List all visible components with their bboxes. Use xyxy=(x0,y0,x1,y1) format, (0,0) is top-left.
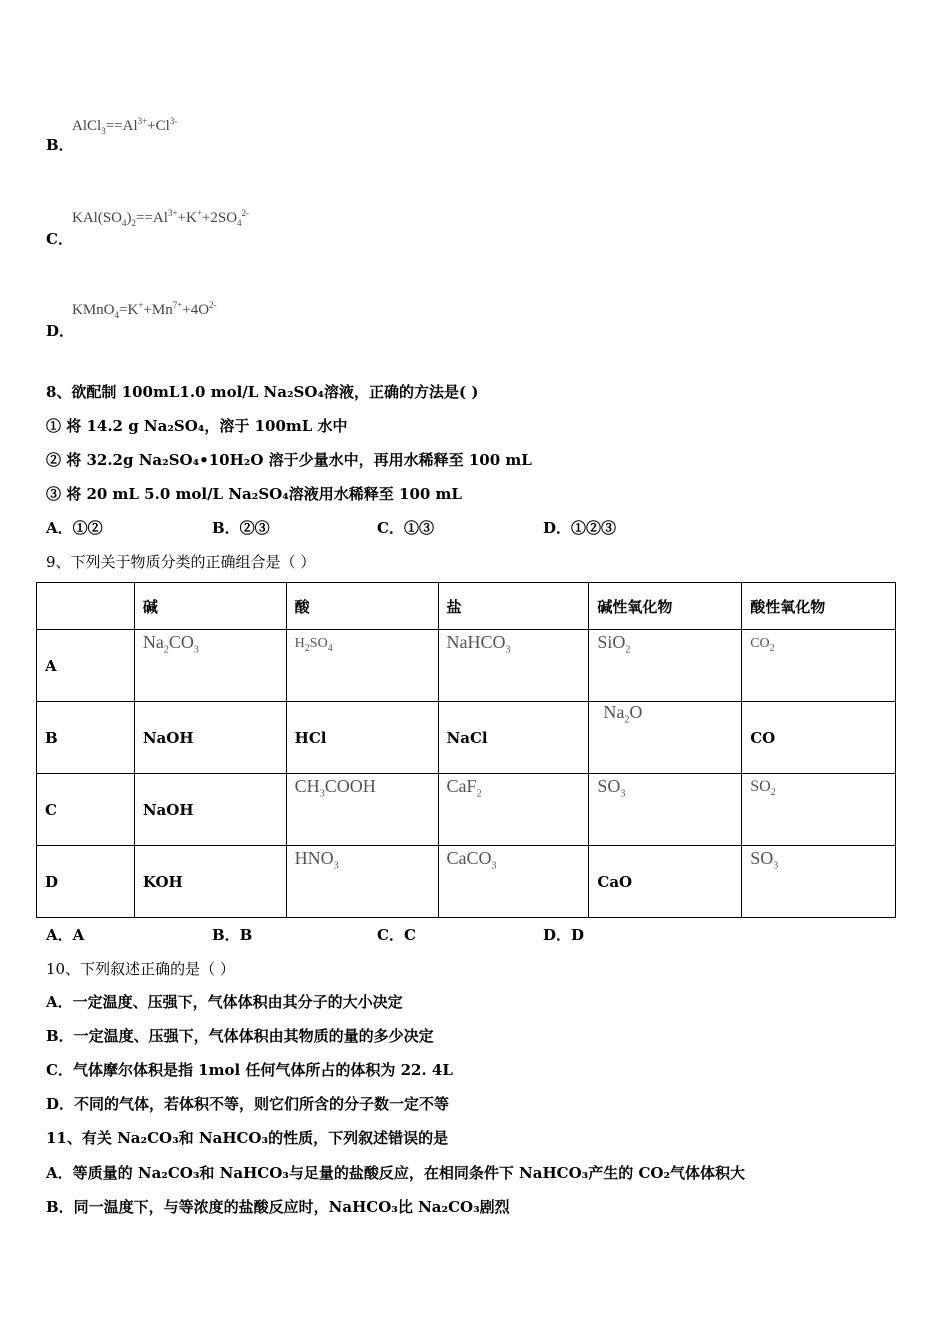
formula-image: SiO$_2$ xyxy=(597,631,631,656)
q8-option-a: A．①② xyxy=(46,519,103,537)
q8-stem: 8、欲配制 100mL1.0 mol/L Na₂SO₄溶液，正确的方法是( ) xyxy=(46,383,479,401)
formula-image: CaF$_2$ xyxy=(446,775,482,800)
formula-image: $CO_2$ xyxy=(750,636,775,654)
header-cell: 碱 xyxy=(134,583,286,630)
row-label: B xyxy=(37,702,135,774)
table-header-row xyxy=(37,583,896,630)
table-row xyxy=(37,702,896,774)
q8-option-b: B．②③ xyxy=(212,519,270,537)
header-cell: 盐 xyxy=(438,583,589,630)
q10-option-a: A．一定温度、压强下，气体体积由其分子的大小决定 xyxy=(46,993,403,1011)
header-cell: 酸性氧化物 xyxy=(742,583,896,630)
cell-text: NaOH xyxy=(134,702,286,774)
formula-image: $HNO_3$ xyxy=(294,847,339,872)
cell-text: CO xyxy=(742,702,896,774)
row-label: C xyxy=(37,774,135,846)
q9-option-d: D．D xyxy=(543,926,585,944)
formula-image: CaCO$_3$ xyxy=(446,847,497,872)
q9-option-a: A．A xyxy=(46,926,85,944)
q10-stem: 10、下列叙述正确的是（ ） xyxy=(46,960,235,978)
q8-statement-2: ② 将 32.2g Na₂SO₄•10H₂O 溶于少量水中，再用水稀释至 100 mL xyxy=(46,451,532,469)
cell-text: NaOH xyxy=(134,774,286,846)
table-row xyxy=(37,630,896,702)
q11-option-a: A．等质量的 Na₂CO₃和 NaHCO₃与足量的盐酸反应，在相同条件下 NaHCO₃产生的 CO₂气体体积大 xyxy=(46,1164,746,1182)
q10-option-d: D．不同的气体，若体积不等，则它们所含的分子数一定不等 xyxy=(46,1095,450,1113)
cell-formula xyxy=(589,702,742,774)
option-letter: B． xyxy=(46,136,74,154)
option-letter: C． xyxy=(46,230,73,248)
header-cell: 酸 xyxy=(286,583,438,630)
cell-formula xyxy=(286,846,438,918)
header-cell xyxy=(37,583,135,630)
formula-image: $H_2SO_4$ xyxy=(294,636,333,654)
cell-formula xyxy=(742,846,896,918)
cell-formula xyxy=(438,774,589,846)
cell-formula xyxy=(438,630,589,702)
cell-text: CaO xyxy=(589,846,742,918)
cell-formula xyxy=(742,630,896,702)
q9-stem: 9、下列关于物质分类的正确组合是（ ） xyxy=(46,553,316,571)
q8-option-c: C．①③ xyxy=(377,519,434,537)
formula-image: NaHCO$_3$ xyxy=(446,631,511,656)
q10-option-b: B．一定温度、压强下，气体体积由其物质的量的多少决定 xyxy=(46,1027,434,1045)
row-label: A xyxy=(37,630,135,702)
q8-option-d: D．①②③ xyxy=(543,519,617,537)
formula-image: $SO_3$ xyxy=(750,847,779,872)
header-cell: 碱性氧化物 xyxy=(589,583,742,630)
formula-image: $Na_2CO_3$ xyxy=(142,631,199,656)
cell-formula xyxy=(589,774,742,846)
formula-image: $KAl(SO_4)_2==Al^{3+}+K^++2SO_4^{2-}$ xyxy=(72,208,250,228)
q9-option-b: B．B xyxy=(212,926,253,944)
formula-image: $CH_3COOH$ xyxy=(294,775,376,800)
q9-option-c: C．C xyxy=(377,926,416,944)
cell-text: NaCl xyxy=(438,702,589,774)
q11-stem: 11、有关 Na₂CO₃和 NaHCO₃的性质，下列叙述错误的是 xyxy=(46,1129,449,1147)
cell-formula xyxy=(286,630,438,702)
row-label: D xyxy=(37,846,135,918)
formula-image: $AlCl_3==Al^{3+}+Cl^{3-}$ xyxy=(72,116,178,136)
formula-image: $SO_3$ xyxy=(597,775,626,800)
cell-formula xyxy=(134,630,286,702)
formula-image: $SO_2$ xyxy=(750,777,776,799)
q8-statement-3: ③ 将 20 mL 5.0 mol/L Na₂SO₄溶液用水稀释至 100 mL xyxy=(46,485,462,503)
cell-text: KOH xyxy=(134,846,286,918)
formula-image: $Na_2O$ xyxy=(603,701,643,726)
table-row xyxy=(37,846,896,918)
cell-formula xyxy=(286,774,438,846)
table-row xyxy=(37,774,896,846)
option-letter: D． xyxy=(46,322,75,340)
cell-formula xyxy=(589,630,742,702)
q11-option-b: B．同一温度下，与等浓度的盐酸反应时，NaHCO₃比 Na₂CO₃剧烈 xyxy=(46,1198,510,1216)
q10-option-c: C．气体摩尔体积是指 1mol 任何气体所占的体积为 22. 4L xyxy=(46,1061,453,1079)
classification-table xyxy=(36,582,896,918)
cell-text: HCl xyxy=(286,702,438,774)
cell-formula xyxy=(438,846,589,918)
formula-image: $KMnO_4=K^++Mn^{7+}+4O^{2-}$ xyxy=(72,300,217,320)
q8-statement-1: ① 将 14.2 g Na₂SO₄，溶于 100mL 水中 xyxy=(46,417,348,435)
cell-formula xyxy=(742,774,896,846)
